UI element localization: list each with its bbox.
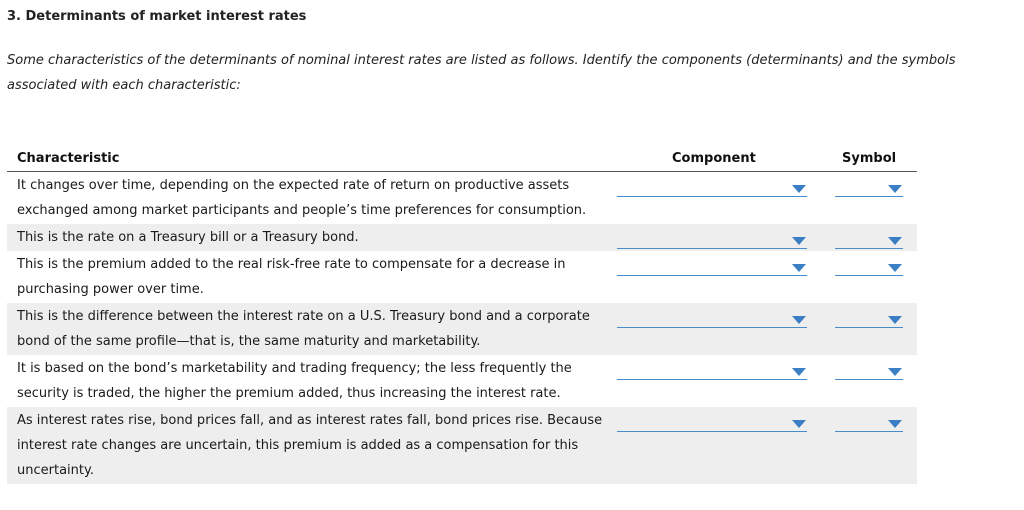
caret-down-icon [888,316,902,324]
symbol-dropdown[interactable] [835,257,903,276]
characteristic-text: This is the premium added to the real risk-free rate to compensate for a decrease in purchasing power over time. [17,257,566,297]
header-characteristic: Characteristic [17,151,120,166]
caret-down-icon [888,368,902,376]
question-title: 3. Determinants of market interest rates [7,9,307,24]
header-component: Component [672,151,756,166]
characteristic-text: It changes over time, depending on the expected rate of return on productive assets exchanged among market participants and people’s time preferences for consumption. [17,178,587,218]
component-dropdown[interactable] [617,361,807,380]
header-symbol: Symbol [842,151,897,166]
table-row [7,251,917,303]
symbol-dropdown[interactable] [835,178,903,197]
table-row [7,407,917,484]
symbol-dropdown[interactable] [835,309,903,328]
question-instructions: Some characteristics of the determinants of nominal interest rates are listed as follows. Identify the components (determinants) and the symbols associated with each characteristic: [7,53,956,93]
table-header [7,146,917,172]
caret-down-icon [792,237,806,245]
characteristic-text: As interest rates rise, bond prices fall, and as interest rates fall, bond prices rise. Because interest rate changes are uncertain, this premium is added as a compensation for this uncertainty. [17,413,603,478]
caret-down-icon [888,237,902,245]
caret-down-icon [792,368,806,376]
determinants-table [7,146,917,484]
table-row [7,303,917,355]
table-row [7,172,917,224]
characteristic-text: This is the difference between the interest rate on a U.S. Treasury bond and a corporate bond of the same profile—that is, the same maturity and marketability. [17,309,590,349]
caret-down-icon [888,264,902,272]
caret-down-icon [792,264,806,272]
characteristic-text: This is the rate on a Treasury bill or a Treasury bond. [17,230,359,245]
component-dropdown[interactable] [617,178,807,197]
table-row [7,224,917,251]
symbol-dropdown[interactable] [835,361,903,380]
symbol-dropdown[interactable] [835,230,903,249]
caret-down-icon [792,185,806,193]
component-dropdown[interactable] [617,309,807,328]
caret-down-icon [888,420,902,428]
caret-down-icon [792,420,806,428]
caret-down-icon [792,316,806,324]
component-dropdown[interactable] [617,257,807,276]
caret-down-icon [888,185,902,193]
component-dropdown[interactable] [617,230,807,249]
symbol-dropdown[interactable] [835,413,903,432]
characteristic-text: It is based on the bond’s marketability and trading frequency; the less frequently the security is traded, the higher the premium added, thus increasing the interest rate. [17,361,572,401]
table-row [7,355,917,407]
component-dropdown[interactable] [617,413,807,432]
